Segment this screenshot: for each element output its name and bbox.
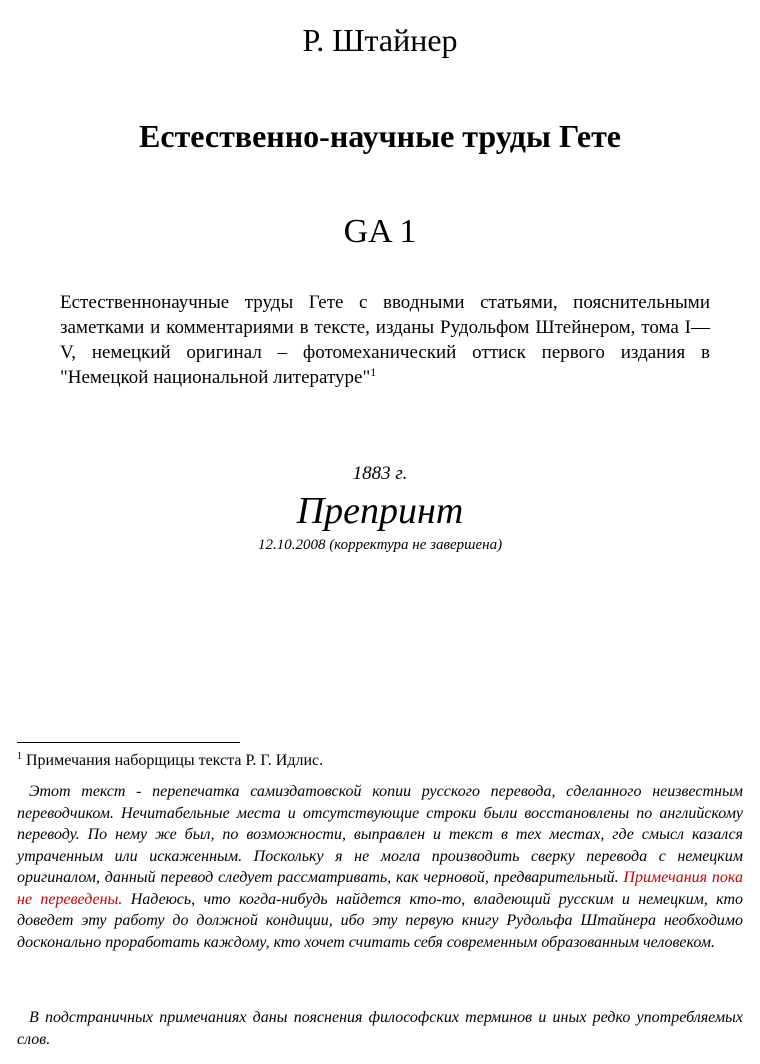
untranslated-notes-warning: Примечания пока не переведены.: [17, 869, 744, 908]
book-title: Естественно-научные труды Гете: [139, 118, 621, 154]
description-text: Естественнонаучные труды Гете с вводными статьями, пояснительными заметками и комментариями в тексте, изданы Рудольфом Штейнером, тома I—V, немецкий оригинал – фотомеханический оттиск первого издания в "Немецкой национальной литературе": [60, 292, 710, 388]
footnote-line: [17, 750, 743, 771]
footnote-divider: [17, 742, 240, 743]
date-note: 12.10.2008 (корректура не завершена): [257, 537, 503, 553]
author-name: Р. Штайнер: [302, 22, 458, 58]
footnote-number: 1: [17, 751, 22, 762]
footnote-paragraph-1-end: Надеюсь, что когда-нибудь найдется кто-то, владеющий русским и немецким, кто доведет эту работу до должной кондиции, ибо эту первую книгу Рудольфа Штайнера необходимо досконально проработать каждому, кто хочет считать себя современным образованным человеком.: [17, 890, 744, 951]
description-paragraph: [60, 290, 710, 390]
ga-number: GA 1: [343, 213, 417, 250]
footnote-text: Примечания наборщицы текста Р. Г. Идлис.: [26, 752, 324, 769]
footnote-paragraph-2: В подстраничных примечаниях даны пояснения философских терминов и иных редко употребляемых слов.: [17, 1009, 743, 1048]
publication-year: 1883 г.: [352, 463, 408, 484]
preprint-label: Препринт: [296, 490, 464, 532]
footnote-paragraph-1: [17, 781, 743, 953]
footnote-reference[interactable]: 1: [370, 365, 377, 379]
footnote-paragraph-1-start: Этот текст - перепечатка самиздатовской копии русского перевода, сделанного неизвестным переводчиком. Нечитабельные места и отсутствующие строки были восстановлены по английскому переводу. По нему же был, по возможности, выправлен и текст в тех местах, где смысл казался утраченным или искаженным. Поскольку я не могла производить сверку перевода с немецким оригиналом, данный перевод следует рассматривать, как черновой, предварительный.: [17, 783, 743, 886]
